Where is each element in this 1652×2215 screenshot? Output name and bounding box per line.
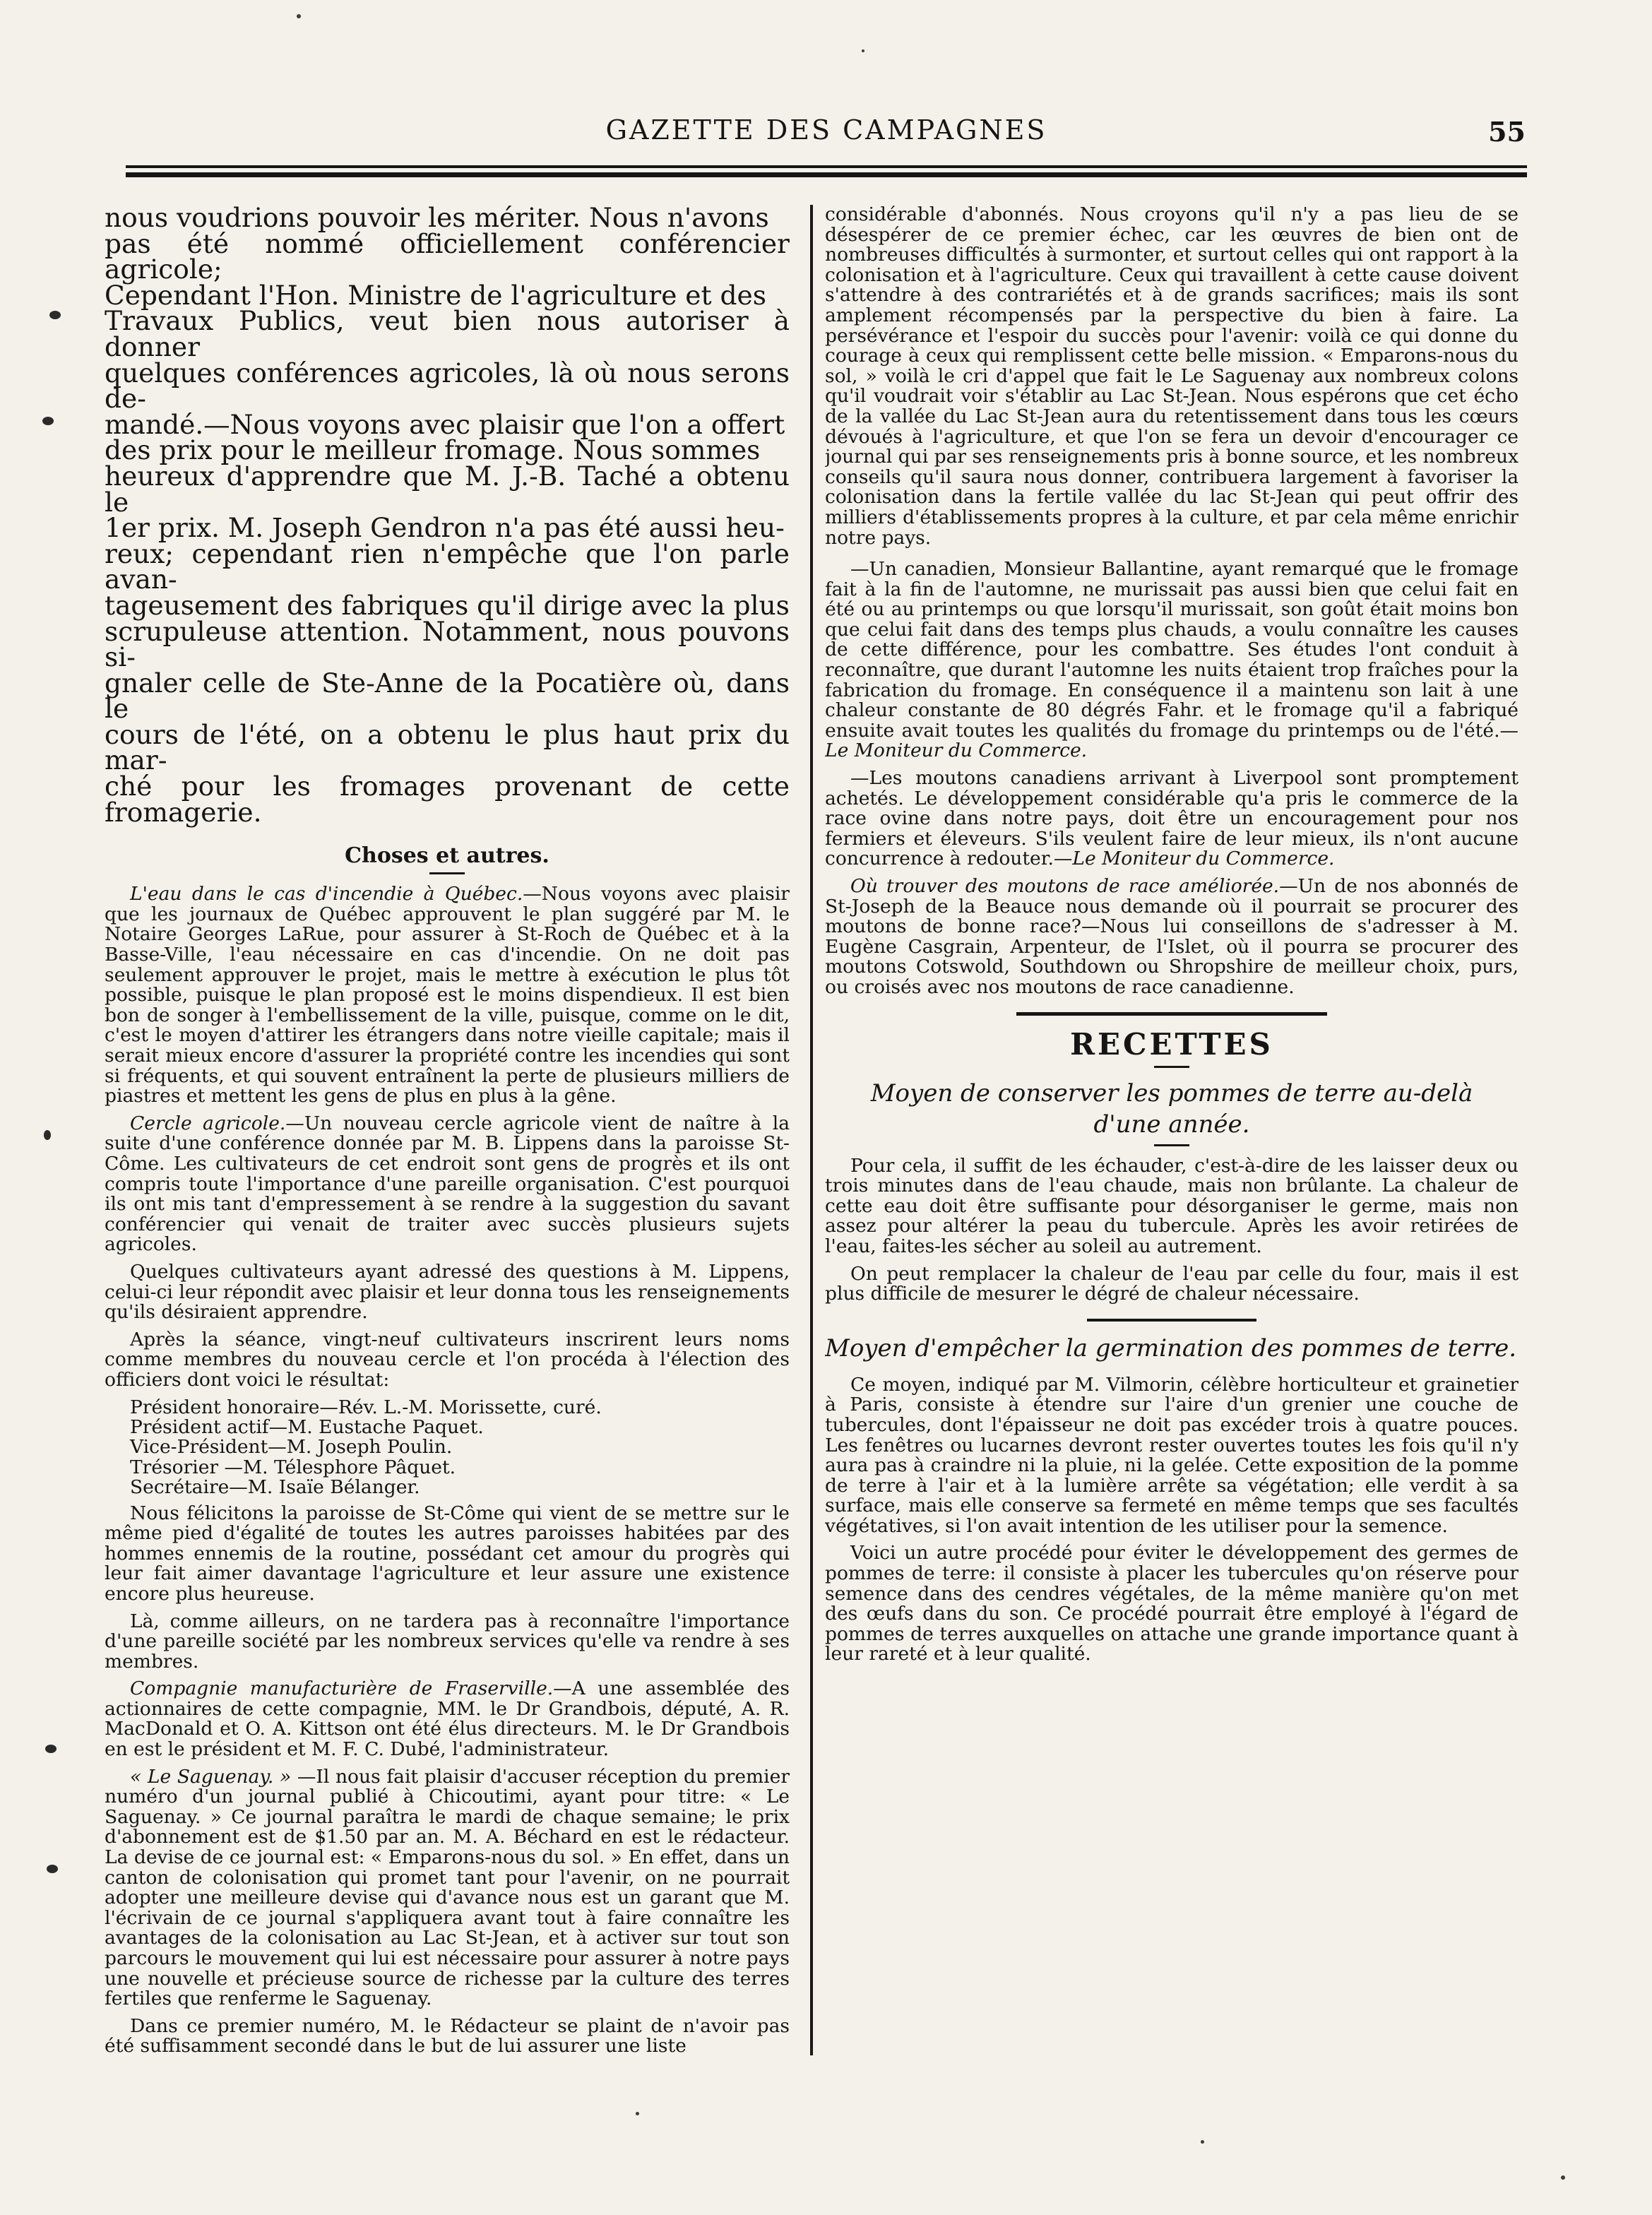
article-text: —Un de nos abonnés de St-Joseph de la Beauce nous demande où il pourrait se procurer des moutons de bonne race?—Nous lui conseillons de s'adresser à M. Eugène Casgrain, Arpenteur, de l'Islet, où il pourra se procurer des moutons Cotswold, Southdown ou Shropshire de meilleur choix, purs, ou croisés avec nos moutons de race canadienne. bbox=[825, 875, 1519, 998]
intro-line: ché pour les fromages provenant de cette fromagerie. bbox=[105, 771, 790, 828]
article-lead: « Le Saguenay. » bbox=[130, 1765, 292, 1788]
paragraph: Après la séance, vingt-neuf cultivateurs inscrirent leurs noms comme membres du nouveau cercle et l'on procéda à l'élection des officiers dont voici le résultat: bbox=[105, 1328, 790, 1391]
margin-mark bbox=[42, 417, 54, 425]
intro-line: quelques conférences agricoles, là où nous serons de- bbox=[105, 357, 790, 415]
article-ou-trouver bbox=[825, 877, 1519, 998]
officer-entry: Secrétaire—M. Isaïe Bélanger. bbox=[130, 1476, 420, 1499]
intro-line: reux; cependant rien n'empêche que l'on parle avan- bbox=[105, 538, 790, 595]
saguenay-continued: considérable d'abonnés. Nous croyons qu'il n'y a pas lieu de se désespérer de ce premier échec, car les œuvres de bien ont de nombreuses difficultés à surmonter, et surtout celles qui ont rapport à la colonisation et à l'agriculture. Ceux qui travaillent à cette cause doivent s'attendre à des contrariétés et à de grands sacrifices; mais ils sont amplement récompensés par la perspective du bien à faire. La persévérance et l'espoir du succès pour l'avenir: voilà ce qui donne du courage à ceux qui remplissent cette belle mission. « Emparons-nous du sol, » voilà le cri d'appel que fait le Le Saguenay aux nombreux colons qu'il voudrait voir s'établir au Lac St-Jean. Nous espérons que cet écho de la vallée du Lac St-Jean aura du retentissement dans tous les cœurs dévoués à l'agriculture, et que l'on se fera un devoir d'encourager ce journal qui par ses renseignements pris à bonne source, et les nombreux conseils qu'il saura nous donner, contribuera largement à favoriser la colonisation dans la fertile vallée du lac St-Jean qui peut offrir des milliers d'établissements propres à la culture, et par cela même enrichir notre pays. bbox=[825, 205, 1519, 549]
recipe-rule bbox=[1087, 1319, 1256, 1322]
article-text: —Nous voyons avec plaisir que les journaux de Québec approuvent le plan suggéré par M. le Notaire Georges LaRue, pour assurer à St-Roch de Québec et à la Basse-Ville, l'eau nécessaire en cas d'incendie. On ne doit pas seulement approuver le projet, mais le mettre à exécution le plus tôt possible, puisque le plan proposé est le moins dispendieux. Il est bien bon de songer à l'embellissement de la ville, puisque, comme on le dit, c'est le moyen d'attirer les étrangers dans notre vieille capitale; mais il serait mieux encore d'assurer la propriété contre les incendies qui sont si fréquents, et qui souvent entraînent la perte de plusieurs milliers de piastres et mettent les gens de plus en plus à la gêne. bbox=[105, 883, 790, 1108]
intro-line: gnaler celle de Ste-Anne de la Pocatière où, dans le bbox=[105, 667, 790, 725]
speck bbox=[297, 14, 301, 18]
section-dash bbox=[429, 872, 465, 874]
margin-mark bbox=[49, 311, 61, 319]
margin-mark bbox=[45, 1745, 57, 1753]
paragraph: Dans ce premier numéro, M. le Rédacteur se plaint de n'avoir pas été suffisamment secondé dans le but de lui assurer une liste bbox=[105, 2014, 790, 2057]
column-divider bbox=[810, 205, 813, 2055]
intro-line: Travaux Publics, veut bien nous autoriser à donner bbox=[105, 305, 790, 362]
intro-line: cours de l'été, on a obtenu le plus haut prix du mar- bbox=[105, 718, 790, 776]
paragraph: Quelques cultivateurs ayant adressé des questions à M. Lippens, celui-ci leur répondit avec plaisir et leur donna tous les renseignements qu'ils désiraient apprendre. bbox=[105, 1260, 790, 1324]
intro-line: Cependant l'Hon. Ministre de l'agriculture et des bbox=[105, 279, 766, 311]
choses-articles bbox=[105, 884, 790, 2057]
officer-entry: Président honoraire—Rév. L.-M. Morissette, curé. bbox=[130, 1396, 602, 1418]
section-rule bbox=[1016, 1012, 1327, 1016]
article-source: —Le Moniteur du Commerce. bbox=[1053, 848, 1335, 870]
intro-line: pas été nommé officiellement conférencier agricole; bbox=[105, 227, 790, 285]
article-text: —Il nous fait plaisir d'accuser réception du premier numéro d'un journal publié à Chicoutimi, ayant pour titre: « Le Saguenay. » Ce journal paraîtra le mardi de chaque semaine; le prix d'abonnement est de $1.50 par an. M. A. Béchard en est le rédacteur. La devise de ce journal est: « Emparons-nous du sol. » En effet, dans un canton de colonisation qui promet tant pour l'avenir, on ne pourrait adopter une meilleure devise qui d'avance nous est un garant que M. l'écrivain de ce journal s'appliquera avant tout à faire connaître les avantages de la colonisation au Lac St-Jean, et à activer sur tout son parcours le mouvement qui lui est nécessaire pour assurer à notre pays une nouvelle et précieuse source de richesse par la culture des terres fertiles que renferme le Saguenay. bbox=[105, 1765, 790, 2010]
article-lead: Cercle agricole. bbox=[130, 1112, 286, 1134]
officer-entry: Président actif—M. Eustache Paquet. bbox=[130, 1415, 484, 1438]
recettes-title: RECETTES bbox=[1070, 1026, 1273, 1062]
page-number: 55 bbox=[1488, 116, 1526, 148]
intro-line: mandé.—Nous voyons avec plaisir que l'on a offert bbox=[105, 408, 785, 440]
intro-line: scrupuleuse attention. Notamment, nous pouvons si- bbox=[105, 615, 790, 673]
article-source: —Le Moniteur du Commerce. bbox=[825, 719, 1519, 762]
intro-line: heureux d'apprendre que M. J.-B. Taché a obtenu le bbox=[105, 460, 790, 518]
article-saguenay bbox=[105, 1767, 790, 2009]
article-text: —Un nouveau cercle agricole vient de naître à la suite d'une conférence donnée par M. B. Lippens dans la paroisse St-Côme. Les cultivateurs de cet endroit sont gens de progrès et ils ont compris toute l'importance d'une pareille organisation. C'est pourquoi ils ont mis tant d'empressement à se rendre à la suggestion du savant conférencier qui venait de traiter avec succès plusieurs sujets agricoles. bbox=[105, 1112, 790, 1256]
officer-entry: Trésorier —M. Télesphore Pâquet. bbox=[130, 1456, 456, 1478]
article-lead: Compagnie manufacturière de Fraserville. bbox=[130, 1677, 554, 1700]
intro-paragraph bbox=[105, 205, 790, 828]
paragraph: Là, comme ailleurs, on ne tardera pas à reconnaître l'importance d'une pareille société par les nombreux services qu'elle va rendre à ses membres. bbox=[105, 1610, 790, 1673]
speck bbox=[862, 49, 864, 52]
margin-mark bbox=[44, 1130, 51, 1140]
header-rule-thick bbox=[126, 172, 1527, 177]
officers-list bbox=[105, 1398, 790, 1498]
intro-line: des prix pour le meilleur fromage. Nous sommes bbox=[105, 434, 761, 466]
speck bbox=[1561, 2175, 1565, 2180]
article-ballantine bbox=[825, 559, 1519, 761]
article-moutons bbox=[825, 768, 1519, 869]
recipe-dash bbox=[1154, 1144, 1189, 1146]
intro-line: nous voudrions pouvoir les mériter. Nous n'avons bbox=[105, 205, 769, 233]
left-column bbox=[105, 205, 790, 2064]
paragraph: Ce moyen, indiqué par M. Vilmorin, célèbre horticulteur et grainetier à Paris, consiste à étendre sur l'aire d'un grenier une couche de tubercules, dont l'épaisseur ne doit pas excéder trois à quatre pouces. Les fenêtres ou lucarnes devront rester ouvertes toutes les fois qu'il n'y aura pas à craindre ni la pluie, ni la gelée. Cette exposition de la pomme de terre à l'air et à la lumière arrête sa végétation; elle verdit à sa surface, mais elle conserve sa fermeté en même temps que ses facultés végétatives, si l'on avait intention de les utiliser pour la semence. bbox=[825, 1373, 1519, 1537]
recettes-dash bbox=[1154, 1066, 1189, 1068]
article-text: —Un canadien, Monsieur Ballantine, ayant remarqué que le fromage fait à la fin de l'automne, ne murissait pas aussi bien que celui fait en été ou au printemps ou que lorsqu'il murissait, son goût était moins bon que celui fait dans des temps plus chauds, a voulu connaître les causes de cette différence, pour les combattre. Ses études l'ont conduit à reconnaître, que durant l'automne les nuits étaient trop fraîches pour la fabrication du fromage. En conséquence il a maintenu son lait à une chaleur constante de 80 dégrés Fahr. et le fromage qu'il a fabriqué ensuite avait toutes les qualités du fromage du printemps ou de l'été. bbox=[825, 558, 1519, 742]
page-header bbox=[127, 113, 1526, 162]
article-eau bbox=[105, 884, 790, 1107]
article-cercle bbox=[105, 1114, 790, 1255]
recipe-1-title bbox=[825, 1078, 1519, 1140]
paragraph: Pour cela, il suffit de les échauder, c'est-à-dire de les laisser deux ou trois minutes dans de l'eau chaude, mais non brûlante. La chaleur de cette eau doit être suffisante pour désorganiser le germe, mais non assez pour altérer la peau du tubercule. Après les avoir retirées de l'eau, faites-les sécher au soleil au autrement. bbox=[825, 1154, 1519, 1257]
recipe-1-title-line: d'une année. bbox=[1093, 1110, 1250, 1139]
intro-line: tageusement des fabriques qu'il dirige avec la plus bbox=[105, 589, 790, 621]
recipe-2-title: Moyen d'empêcher la germination des pommes de terre. bbox=[825, 1334, 1517, 1362]
paragraph: Nous félicitons la paroisse de St-Côme qui vient de se mettre sur le même pied d'égalité de toutes les autres paroisses habitées par des hommes ennemis de la routine, possédant cet amour du progrès qui leur fait aimer davantage l'agriculture et leur assure une existence encore plus heureuse. bbox=[105, 1502, 790, 1605]
article-lead: Où trouver des moutons de race améliorée. bbox=[850, 875, 1280, 897]
paragraph: On peut remplacer la chaleur de l'eau par celle du four, mais il est plus difficile de mesurer le dégré de chaleur nécessaire. bbox=[825, 1262, 1519, 1305]
header-rule-thin bbox=[126, 165, 1527, 168]
article-text: —Les moutons canadiens arrivant à Liverpool sont promptement achetés. Le développement considérable qu'a pris le commerce de la race ovine dans notre pays, doit être un encouragement pour nos fermiers et éleveurs. S'ils veulent faire de leur mieux, ils n'ont aucune concurrence à redouter. bbox=[825, 767, 1519, 870]
recipe-1-title-line: Moyen de conserver les pommes de terre au-delà bbox=[870, 1079, 1473, 1108]
article-lead: L'eau dans le cas d'incendie à Québec. bbox=[130, 883, 523, 905]
intro-line: 1er prix. M. Joseph Gendron n'a pas été aussi heu- bbox=[105, 512, 785, 544]
newspaper-title: GAZETTE DES CAMPAGNES bbox=[605, 114, 1047, 146]
officer-entry: Vice-Président—M. Joseph Poulin. bbox=[130, 1436, 453, 1459]
article-text: —A une assemblée des actionnaires de cette compagnie, MM. le Dr Grandbois, député, A. R. MacDonald et O. A. Kittson ont été élus directeurs. M. le Dr Grandbois en est le président et M. F. C. Dubé, l'administrateur. bbox=[105, 1677, 790, 1761]
section-title: Choses et autres. bbox=[345, 843, 549, 869]
margin-mark bbox=[47, 1865, 58, 1873]
paragraph: Voici un autre procédé pour éviter le développement des germes de pommes de terre: il consiste à placer les tubercules qu'on réserve pour semence dans des cendres végétales, de la même manière qu'on met des œufs dans du son. Ce procédé pourrait être employé à l'égard de pommes de terres auxquelles on attache une grande importance quant à leur rareté et à leur qualité. bbox=[825, 1542, 1519, 1665]
speck bbox=[636, 2112, 639, 2115]
right-column bbox=[825, 205, 1519, 1672]
article-compagnie bbox=[105, 1679, 790, 1759]
speck bbox=[1201, 2140, 1204, 2144]
